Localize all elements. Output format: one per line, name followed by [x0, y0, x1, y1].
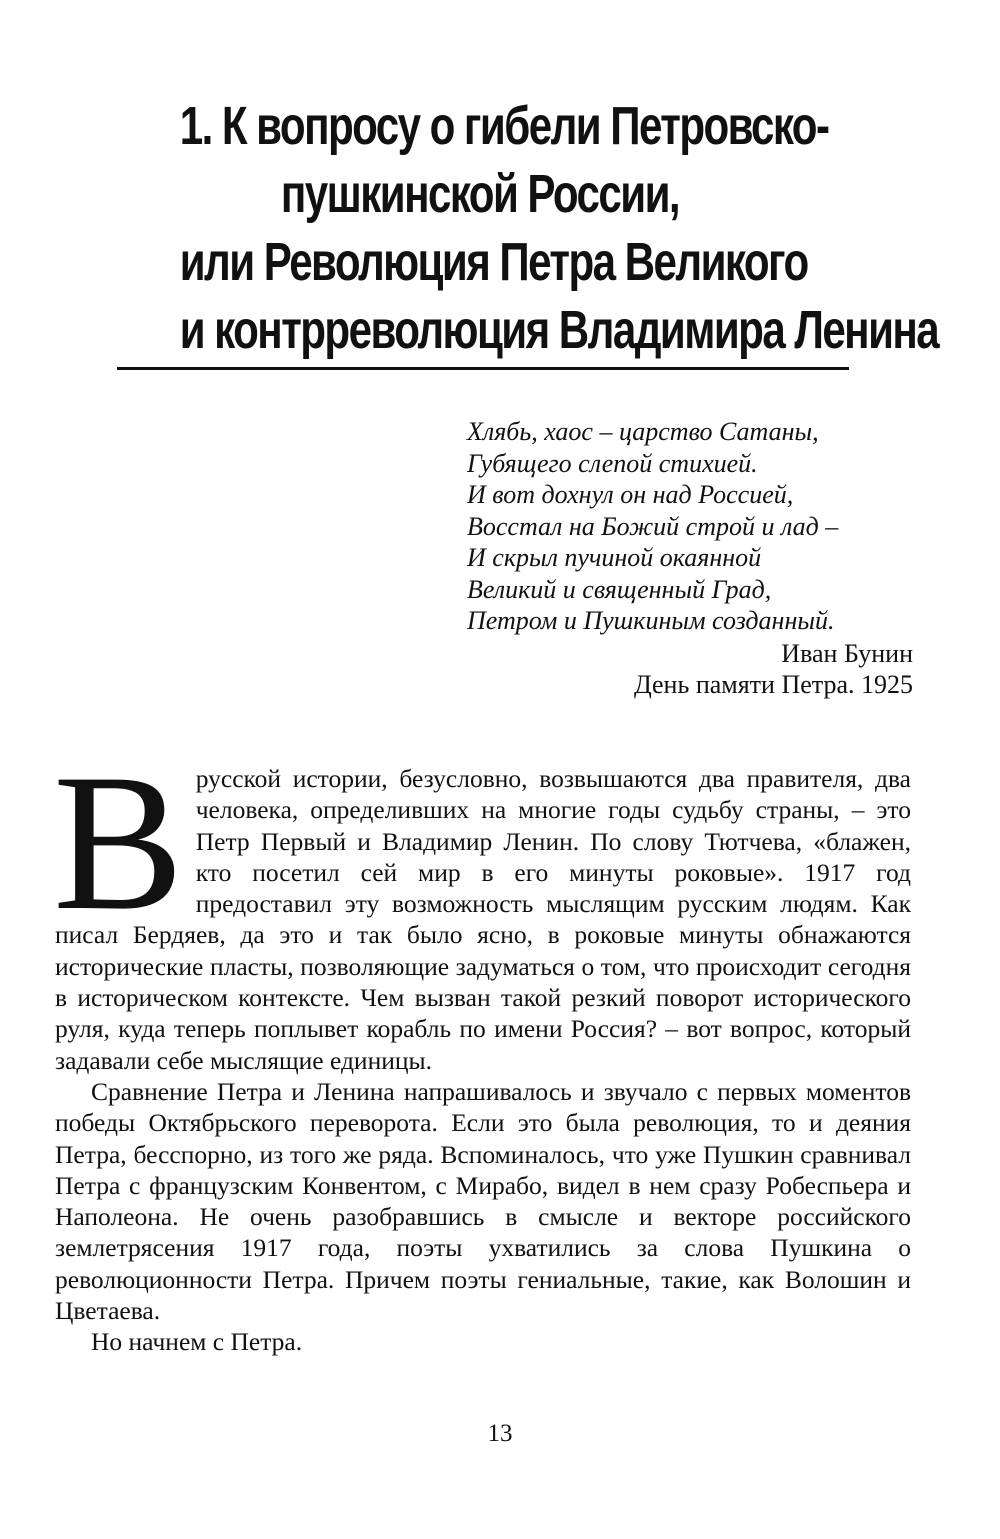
title-line: и контрреволюция Владимира Ленина [179, 300, 939, 360]
paragraph-text: русской истории, безусловно, возвышаются два правителя, два человека, определивших на многие годы судьбу страны, – это Петр Первый и Владимир Ленин. По слову Тютчева, «блажен, кто посетил сей мир в его минуты роковые». 1917 год предоставил эту возможность мыслящим русским людям. Как писал Бердяев, да это и так было ясно, в роковые минуты обнажаются исторические пласты, позволяющие задуматься о том, что происходит сегодня в историческом контексте. Чем вызван такой резкий поворот исторического руля, куда теперь поплывет корабль по имени Россия? – вот вопрос, который задавали себе мыслящие единицы. [55, 764, 911, 1075]
epigraph [467, 416, 917, 701]
epigraph-line: Петром и Пушкиным созданный. [467, 606, 835, 635]
title-divider [117, 367, 849, 370]
paragraph [53, 734, 911, 1076]
page-number: 13 [487, 1420, 513, 1447]
paragraph: Но начнем с Петра. [91, 1327, 303, 1357]
drop-cap: В [53, 734, 184, 951]
epigraph-line: Восстал на Божий строй и лад – [467, 511, 839, 541]
title-line: или Революция Петра Великого [179, 232, 808, 292]
epigraph-line: И вот дохнул он над Россией, [467, 480, 794, 509]
epigraph-author: Иван Бунин [781, 638, 913, 668]
epigraph-line: Губящего слепой стихией. [467, 448, 758, 478]
epigraph-line: Хлябь, хаос – царство Сатаны, [467, 417, 819, 446]
paragraph: Сравнение Петра и Ленина напрашивалось и звучало с первых моментов победы Октябрьского переворота. Если это была революция, то и деяния Петра, бесспорно, из того же ряда. Вспоминалось, что уже Пушкин сравнивал Петра с французским Конвентом, с Мирабо, видел в нем сразу Робеспьера и Наполеона. Не очень разобравшись в смысле и векторе российского землетрясения 1917 года, поэты ухватились за слова Пушкина о революционности Петра. Причем поэты гениальные, такие, как Волошин и Цветаева. [55, 1076, 911, 1326]
body-text [53, 734, 911, 1358]
epigraph-source: День памяти Петра. 1925 [633, 670, 913, 699]
epigraph-line: Великий и священный Град, [467, 574, 772, 604]
title-line: пушкинской России, [280, 164, 680, 224]
epigraph-line: И скрыл пучиной окаянной [467, 543, 762, 572]
chapter-title [95, 92, 939, 364]
title-line: 1. К вопросу о гибели Петровско- [179, 96, 829, 156]
